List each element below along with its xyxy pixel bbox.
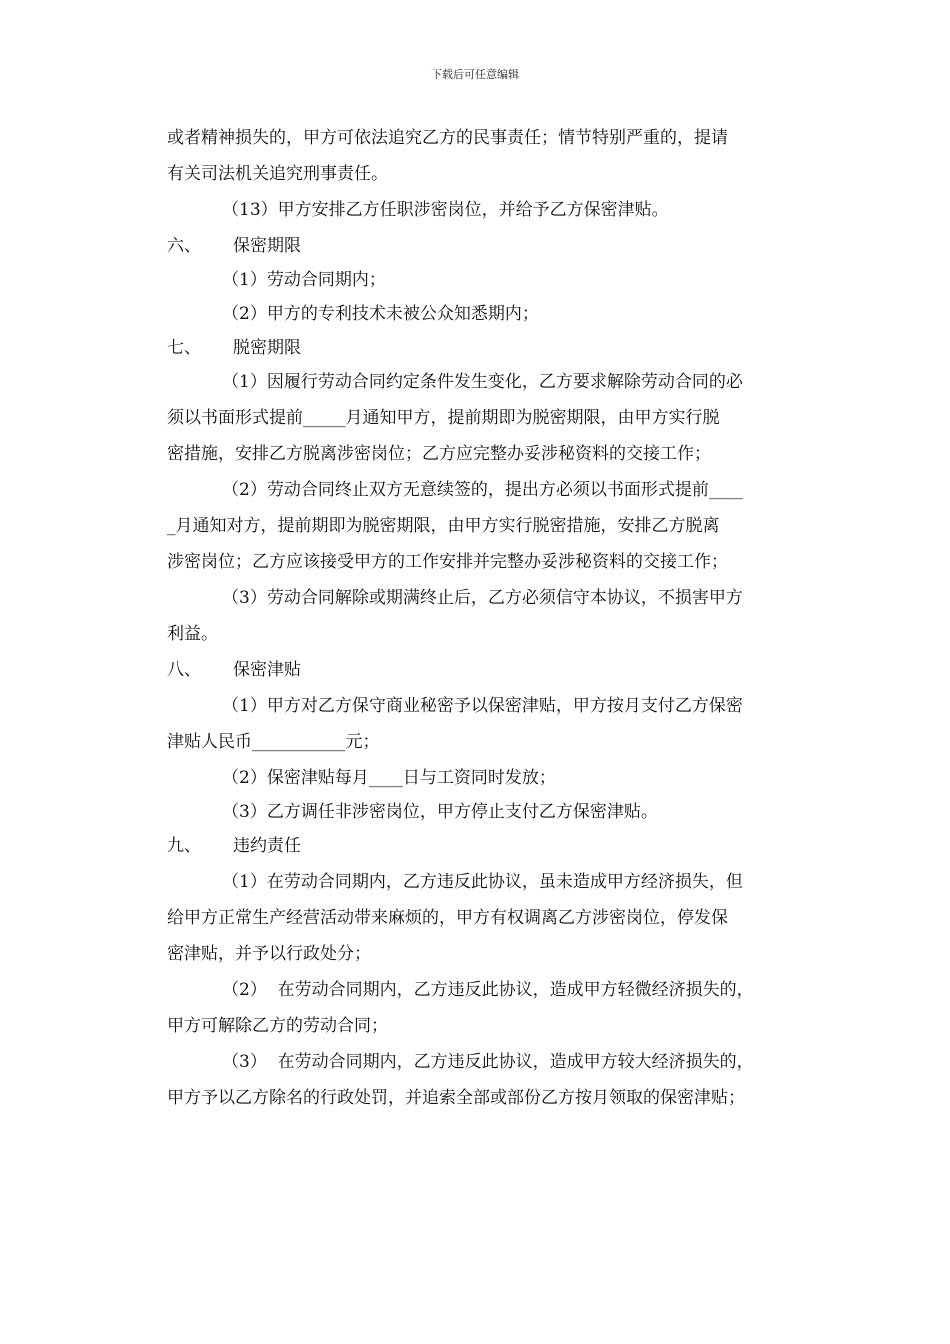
section-title: 保密期限 xyxy=(233,236,301,256)
clause-item: （2）劳动合同终止双方无意续签的，提出方必须以书面形式提前____ xyxy=(222,480,743,500)
section-title: 违约责任 xyxy=(233,836,301,856)
section-title: 保密津贴 xyxy=(233,660,301,680)
paragraph-line: 甲方予以乙方除名的行政处罚，并追索全部或部份乙方按月领取的保密津贴； xyxy=(167,1088,745,1108)
paragraph-line: 津贴人民币___________元； xyxy=(167,732,380,752)
clause-item: （2） 在劳动合同期内，乙方违反此协议，造成甲方轻微经济损失的， xyxy=(222,980,754,1000)
paragraph-line: 给甲方正常生产经营活动带来麻烦的，甲方有权调离乙方涉密岗位，停发保 xyxy=(167,908,728,928)
section-title: 脱密期限 xyxy=(233,338,301,358)
clause-item: （3）劳动合同解除或期满终止后，乙方必须信守本协议，不损害甲方 xyxy=(222,588,743,608)
paragraph-line: 密措施，安排乙方脱离涉密岗位；乙方应完整办妥涉秘资料的交接工作； xyxy=(167,444,711,464)
clause-item: （3）乙方调任非涉密岗位，甲方停止支付乙方保密津贴。 xyxy=(222,802,658,822)
clause-item: （1）甲方对乙方保守商业秘密予以保密津贴，甲方按月支付乙方保密 xyxy=(222,696,743,716)
paragraph-line: 甲方可解除乙方的劳动合同； xyxy=(167,1016,388,1036)
clause-item: （1）因履行劳动合同约定条件发生变化，乙方要求解除劳动合同的必 xyxy=(222,372,743,392)
paragraph-line: 或者精神损失的，甲方可依法追究乙方的民事责任；情节特别严重的，提请 xyxy=(167,128,728,148)
clause-item: （13）甲方安排乙方任职涉密岗位，并给予乙方保密津贴。 xyxy=(222,200,669,220)
section-number: 九、 xyxy=(167,836,201,856)
paragraph-line: 须以书面形式提前_____月通知甲方，提前期即为脱密期限，由甲方实行脱 xyxy=(167,408,720,428)
paragraph-line: 利益。 xyxy=(167,624,218,644)
paragraph-line: 有关司法机关追究刑事责任。 xyxy=(167,164,388,184)
paragraph-line: _月通知对方，提前期即为脱密期限，由甲方实行脱密措施，安排乙方脱离 xyxy=(167,516,720,536)
clause-item: （3） 在劳动合同期内，乙方违反此协议，造成甲方较大经济损失的， xyxy=(222,1052,754,1072)
clause-item: （2）保密津贴每月____日与工资同时发放； xyxy=(222,768,556,788)
paragraph-line: 涉密岗位；乙方应该接受甲方的工作安排并完整办妥涉秘资料的交接工作； xyxy=(167,552,728,572)
page-header: 下载后可任意编辑 xyxy=(431,68,519,81)
clause-item: （1）在劳动合同期内，乙方违反此协议，虽未造成甲方经济损失，但 xyxy=(222,872,743,892)
paragraph-line: 密津贴，并予以行政处分； xyxy=(167,944,371,964)
section-number: 六、 xyxy=(167,236,201,256)
section-number: 七、 xyxy=(167,338,201,358)
clause-item: （2）甲方的专利技术未被公众知悉期内； xyxy=(222,304,539,324)
section-number: 八、 xyxy=(167,660,201,680)
clause-item: （1）劳动合同期内； xyxy=(222,270,386,290)
